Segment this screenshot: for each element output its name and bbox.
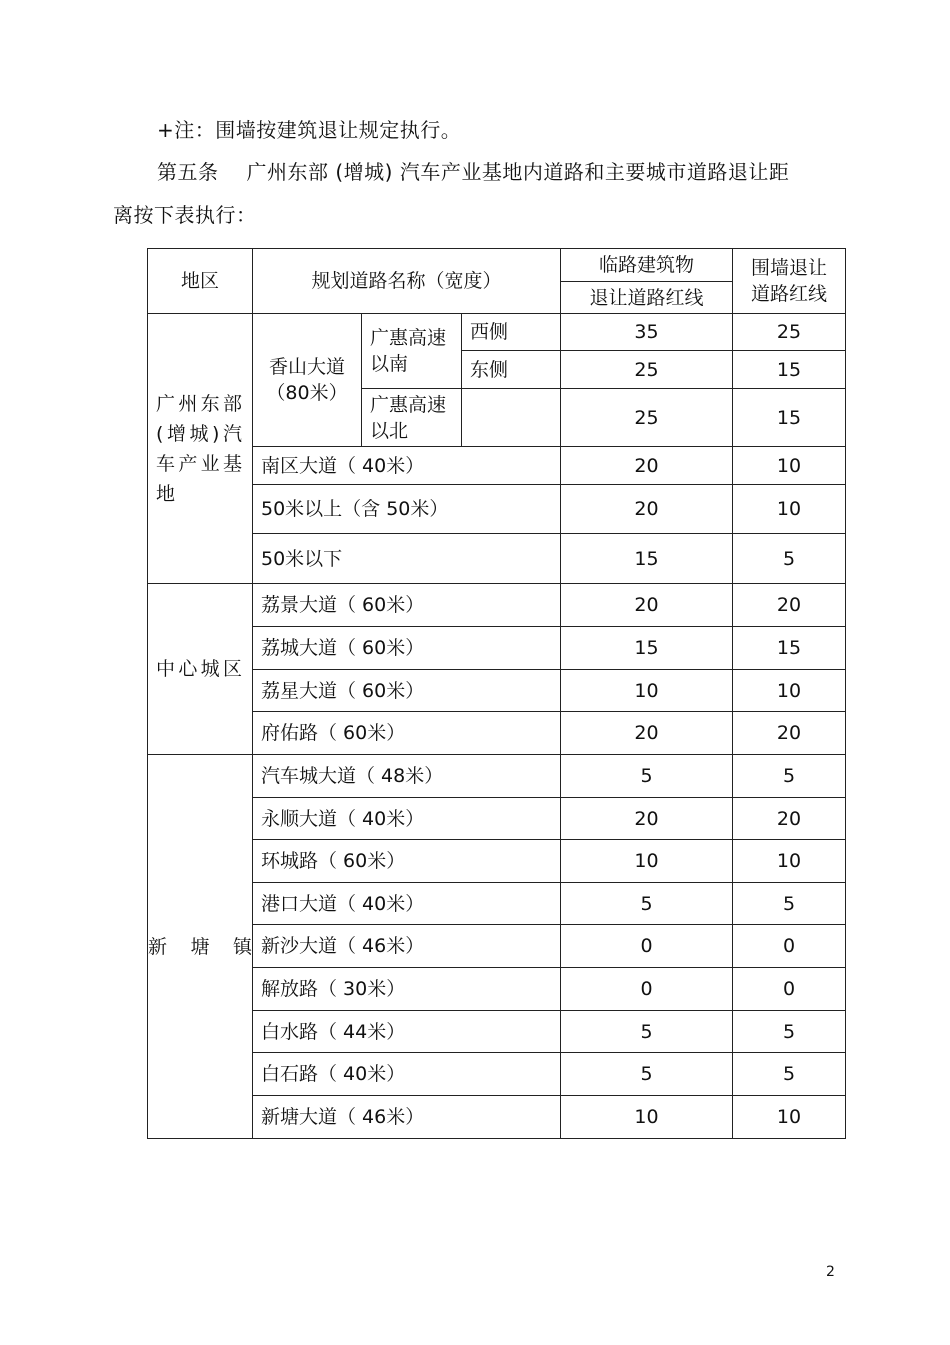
table-row bbox=[148, 840, 846, 883]
wall-setback: 20 bbox=[733, 712, 846, 755]
table-row bbox=[148, 584, 846, 627]
table-row bbox=[148, 968, 846, 1011]
xiangshan-north: 广惠高速以北 bbox=[362, 389, 462, 447]
header-road: 规划道路名称（宽度） bbox=[253, 249, 561, 314]
building-setback: 10 bbox=[561, 840, 733, 883]
wall-setback: 5 bbox=[733, 1053, 846, 1096]
header-building-line2: 退让道路红线 bbox=[561, 282, 733, 314]
setback-table bbox=[147, 248, 846, 1139]
wall-setback: 10 bbox=[733, 485, 846, 534]
road-name: 府佑路（ 60米） bbox=[253, 712, 561, 755]
wall-setback: 20 bbox=[733, 584, 846, 627]
road-name: 环城路（ 60米） bbox=[253, 840, 561, 883]
article-text: 广州东部 (增城) 汽车产业基地内道路和主要城市道路退让距 bbox=[246, 160, 790, 184]
empty-cell bbox=[462, 389, 561, 447]
wall-setback: 10 bbox=[733, 1096, 846, 1139]
building-setback: 5 bbox=[561, 1053, 733, 1096]
header-row bbox=[148, 249, 846, 282]
wall-setback: 0 bbox=[733, 925, 846, 968]
road-name: 荔景大道（ 60米） bbox=[253, 584, 561, 627]
building-setback: 20 bbox=[561, 712, 733, 755]
xiangshan-south: 广惠高速以南 bbox=[362, 314, 462, 389]
wall-setback: 5 bbox=[733, 755, 846, 798]
building-setback: 25 bbox=[561, 351, 733, 389]
table-row bbox=[148, 447, 846, 485]
wall-setback: 5 bbox=[733, 534, 846, 584]
wall-setback: 5 bbox=[733, 883, 846, 925]
table-row bbox=[148, 485, 846, 534]
building-setback: 5 bbox=[561, 755, 733, 798]
table-row bbox=[148, 314, 846, 351]
road-name: 新沙大道（ 46米） bbox=[253, 925, 561, 968]
wall-setback: 15 bbox=[733, 627, 846, 670]
road-name: 新塘大道（ 46米） bbox=[253, 1096, 561, 1139]
road-name: 港口大道（ 40米） bbox=[253, 883, 561, 925]
note-paragraph: +注：围墙按建筑退让规定执行。 bbox=[157, 118, 462, 142]
region-xintang: 新塘镇 bbox=[148, 755, 253, 1139]
building-setback: 20 bbox=[561, 798, 733, 840]
building-setback: 15 bbox=[561, 627, 733, 670]
building-setback: 20 bbox=[561, 447, 733, 485]
building-setback: 35 bbox=[561, 314, 733, 351]
article-label: 第五条 bbox=[157, 160, 219, 184]
xiangshan-road: 香山大道（80米） bbox=[253, 314, 362, 447]
wall-setback: 10 bbox=[733, 840, 846, 883]
table-row bbox=[148, 627, 846, 670]
wall-setback: 15 bbox=[733, 389, 846, 447]
wall-setback: 0 bbox=[733, 968, 846, 1011]
road-name: 50米以下 bbox=[253, 534, 561, 584]
table-row bbox=[148, 755, 846, 798]
building-setback: 0 bbox=[561, 968, 733, 1011]
wall-setback: 5 bbox=[733, 1011, 846, 1053]
building-setback: 0 bbox=[561, 925, 733, 968]
table-row bbox=[148, 1053, 846, 1096]
table-row bbox=[148, 798, 846, 840]
road-name: 荔城大道（ 60米） bbox=[253, 627, 561, 670]
building-setback: 20 bbox=[561, 584, 733, 627]
road-name: 解放路（ 30米） bbox=[253, 968, 561, 1011]
xiangshan-west-side: 西侧 bbox=[462, 314, 561, 351]
road-name: 永顺大道（ 40米） bbox=[253, 798, 561, 840]
building-setback: 5 bbox=[561, 1011, 733, 1053]
header-wall bbox=[733, 249, 846, 314]
region-gz-east: 广州东部(增城)汽车产业基地 bbox=[148, 314, 253, 584]
table-row bbox=[148, 925, 846, 968]
table-row bbox=[148, 1096, 846, 1139]
xiangshan-east-side: 东侧 bbox=[462, 351, 561, 389]
header-region: 地区 bbox=[148, 249, 253, 314]
wall-setback: 10 bbox=[733, 670, 846, 712]
building-setback: 10 bbox=[561, 670, 733, 712]
table-row bbox=[148, 712, 846, 755]
table-row bbox=[148, 670, 846, 712]
wall-setback: 15 bbox=[733, 351, 846, 389]
building-setback: 5 bbox=[561, 883, 733, 925]
building-setback: 25 bbox=[561, 389, 733, 447]
wall-setback: 20 bbox=[733, 798, 846, 840]
page-number: 2 bbox=[826, 1264, 835, 1280]
table-row bbox=[148, 883, 846, 925]
header-wall-line2: 道路红线 bbox=[750, 283, 827, 305]
header-building-line1: 临路建筑物 bbox=[561, 249, 733, 282]
header-wall-line1: 围墙退让 bbox=[750, 257, 827, 279]
wall-setback: 25 bbox=[733, 314, 846, 351]
road-name: 南区大道（ 40米） bbox=[253, 447, 561, 485]
wall-setback: 10 bbox=[733, 447, 846, 485]
table-row bbox=[148, 534, 846, 584]
article-continuation: 离按下表执行： bbox=[113, 203, 257, 227]
region-center: 中心城区 bbox=[148, 584, 253, 755]
building-setback: 15 bbox=[561, 534, 733, 584]
road-name: 50米以上（含 50米） bbox=[253, 485, 561, 534]
building-setback: 20 bbox=[561, 485, 733, 534]
road-name: 荔星大道（ 60米） bbox=[253, 670, 561, 712]
article-paragraph bbox=[157, 158, 789, 186]
road-name: 白水路（ 44米） bbox=[253, 1011, 561, 1053]
building-setback: 10 bbox=[561, 1096, 733, 1139]
road-name: 白石路（ 40米） bbox=[253, 1053, 561, 1096]
table-row bbox=[148, 1011, 846, 1053]
road-name: 汽车城大道（ 48米） bbox=[253, 755, 561, 798]
